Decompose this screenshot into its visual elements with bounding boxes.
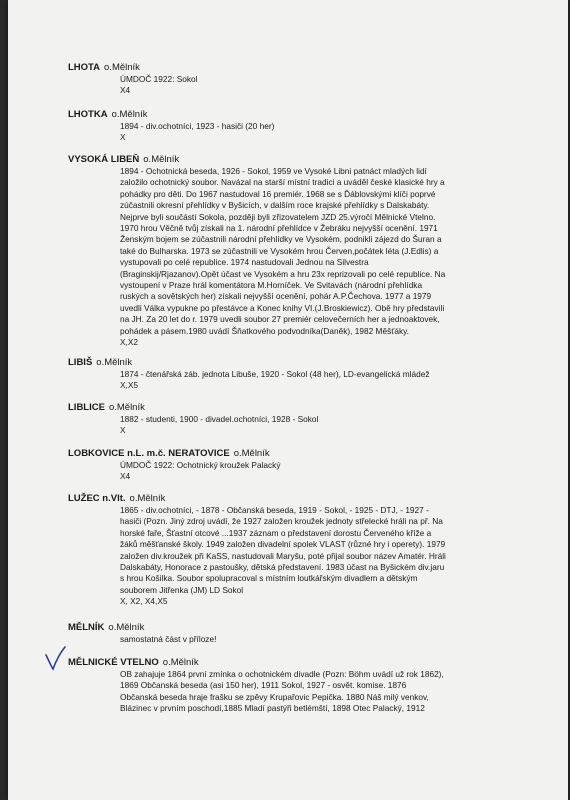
source-codes: X4	[120, 471, 131, 482]
entry-text: 1874 - čtenářská záb. jednota Libuše, 1920 - Sokol (48 her), LD-evangelická mládež	[120, 369, 430, 379]
entry-text: zúčastnili okresní přehlídky v Byšicích, v dalším roce krajské přehlídky s Dalskabáty.	[120, 200, 430, 211]
entry-text: 1869 Občanská beseda (asi 150 her), 1911 Sokol, 1927 - osvět. komise. 1876	[120, 680, 407, 691]
place-name: MĚLNICKÉ VTELNO	[68, 657, 159, 668]
entry-text: uvedli Válka vypukne po přestávce a Konec knihy VI.(J.Broskiewicz). Obě hry představili	[120, 302, 445, 313]
entry-text: Ženským bojem se zúčastnili národní přehlídky ve Vysokém, podnikli zájezd do Šuran a	[120, 234, 442, 245]
entry-text: také do Bulharska. 1973 se zúčastnili ve Vysokém hrou Červen,počátek léta (J.Edlis) a	[120, 245, 439, 256]
entry-text: s hrou Košilka. Soubor spolupracoval s místním loutkářským divadlem a dětským	[120, 573, 418, 584]
entry-text: 1882 - studenti, 1900 - divadel.ochotníci, 1928 - Sokol	[120, 414, 319, 424]
entry-text: ÚMDOČ 1922: Sokol	[120, 74, 198, 84]
entry-text: vystupovali po celé republice. 1974 nastudovali Jednou na Silvestra	[120, 257, 369, 268]
district: o.Mělník	[233, 448, 270, 459]
entry-lhotka	[68, 109, 523, 144]
entry-text: 1894 - Ochotnická beseda, 1926 - Sokol, 1959 ve Vysoké Libni patnáct mladých lidí	[120, 166, 427, 176]
place-name: LIBIŠ	[68, 357, 93, 368]
source-codes: X4	[120, 85, 131, 96]
entry-text: souborem Jitřenka (JM) LD Sokol	[120, 584, 244, 595]
entry-text: založen div.kroužek při KaSS, nastudovali Maryšu, poté přijal soubor název Amatér. Hráli	[120, 550, 446, 561]
district: o.Mělník	[104, 62, 140, 73]
place-name: VYSOKÁ LIBEŇ	[68, 154, 140, 165]
source-codes: X,X2	[120, 337, 138, 348]
entry-text: vystoupení v Praze hrál komentátora M.Horníček. Ve Svitavách (národní přehlídka	[120, 280, 423, 291]
place-name: MĚLNÍK	[68, 622, 105, 633]
entry-melnik	[68, 622, 523, 645]
district: o.Mělník	[108, 622, 145, 633]
entry-vysoka-liben	[68, 154, 523, 349]
source-codes: X	[120, 132, 126, 143]
entry-lhota	[68, 62, 523, 97]
district: o.Mělník	[162, 657, 199, 668]
district: o.Mělník	[143, 154, 180, 165]
source-codes: X	[120, 425, 126, 436]
district: o.Mělník	[111, 109, 148, 120]
entry-text: horské faře, Šťastní otcové ...1937 záznam o představení dorostu Červeného kříže a	[120, 527, 432, 538]
entry-text: ÚMDOČ 1922: Ochotnický kroužek Palacký	[120, 460, 281, 470]
entry-text: samostatná část v příloze!	[120, 634, 217, 644]
entry-luzec	[68, 493, 523, 608]
entry-lobkovice	[68, 448, 523, 483]
entry-libis	[68, 357, 523, 392]
entry-melnicke-vtelno	[68, 657, 523, 715]
entry-text: na JH. Za 20 let do r. 1979 uvedli soubor 27 premiér celovečerních her a jednoaktovek,	[120, 314, 440, 325]
entry-text: pohádek a pásem.1980 uvádí Šňatkového podvodníka(Daněk), 1982 Měšťáky.	[120, 325, 409, 336]
place-name: LHOTA	[68, 62, 101, 73]
district: o.Mělník	[108, 402, 145, 413]
place-name: LHOTKA	[68, 109, 108, 120]
district: o.Mělník	[129, 493, 166, 504]
entry-text: (Braginskij/Rjazanov).Opět účast ve Vysokém a hru 23x reprizovali po celé republice. Na	[120, 268, 446, 279]
place-name: LIBLICE	[68, 402, 105, 413]
entry-text: 1970 hrou Věčně tvůj získali na 1. národní přehlídce v Žebráku nejvyšší ocenění. 1971	[120, 223, 438, 234]
entry-text: hasiči (Pozn. Jiný zdroj uvádí, že 1927 založen kroužek jednoty střelecké hráli na př. Na	[120, 516, 443, 527]
entry-text: Dalskabáty, Honorace z pastoušky, dětská představení. 1983 účast na Byšickém div.jaru	[120, 562, 445, 573]
district: o.Mělník	[96, 357, 133, 368]
source-codes: X, X2, X4,X5	[120, 596, 168, 607]
entry-text: ruských a sovětských her) získali nejvyšší ocenění, pohár A.P.Čechova. 1977 a 1979	[120, 291, 432, 302]
place-name: LUŽEC n.Vlt.	[68, 493, 126, 504]
entry-text: žáků měšťanské školy. 1949 založen divadelní spolek VLAST (různé hry i operety). 1979	[120, 539, 446, 550]
entry-text: pohádky pro děti. Do 1967 nastudoval 16 premiér. 1968 se s Ďáblovskými klíči poprvé	[120, 188, 436, 199]
entry-text: založilo ochotnický soubor. Navázal na starší místní tradici a uváděl české klasické hry a	[120, 177, 445, 188]
entry-text: 1894 - div.ochotníci, 1923 - hasiči (20 her)	[120, 121, 275, 131]
place-name: LOBKOVICE n.L. m.č. NERATOVICE	[68, 448, 230, 459]
document-page	[8, 0, 568, 800]
source-codes: X,X5	[120, 380, 138, 391]
entry-text: Občanská beseda hraje frašku se zpěvy Krupařovic Pepička. 1880 Náš milý venkov,	[120, 691, 429, 702]
handwritten-check-mark	[44, 645, 66, 671]
entry-text: OB zahajuje 1864 první zmínka o ochotnickém divadle (Pozn: Böhm uvádí už rok 1862),	[120, 669, 444, 679]
entry-text: Blázinec v prvním poschodí,1885 Mladí pastýři betlémští, 1898 Otec Palacký, 1912	[120, 703, 425, 714]
entry-liblice	[68, 402, 523, 437]
entry-text: 1865 - div.ochotníci, - 1878 - Občanská beseda, 1919 - Sokol, - 1925 - DTJ, - 1927 -	[120, 505, 429, 515]
entry-text: Nejprve byli součástí Sokola, později byli zřizovatelem JZD 25.výročí Mělnické Vtelno.	[120, 211, 436, 222]
